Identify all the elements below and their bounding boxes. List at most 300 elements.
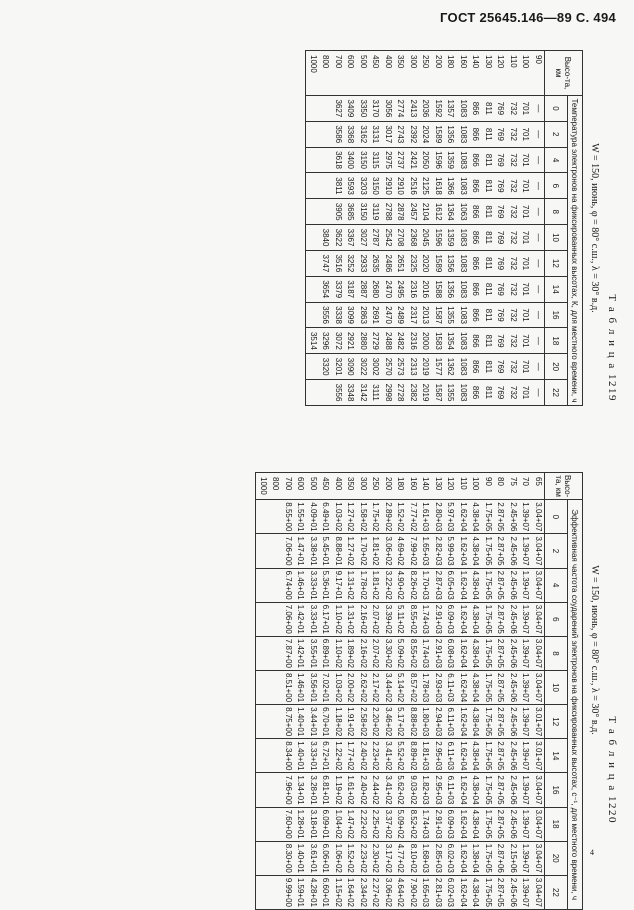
value-cell: 2.87+05 (494, 636, 507, 670)
value-cell (269, 875, 282, 909)
value-cell: 866 (469, 225, 482, 251)
value-cell: 3119 (369, 199, 382, 225)
value-cell: 1.40+01 (294, 739, 307, 773)
value-cell: 1.59+01 (294, 875, 307, 909)
value-cell: 8.55+02 (407, 602, 420, 636)
value-cell: 1.39+07 (519, 705, 532, 739)
value-cell: 3.38+01 (307, 534, 320, 568)
value-cell: 1.64+02 (344, 875, 357, 909)
value-cell: 1577 (432, 354, 445, 380)
value-cell: 1.10+02 (332, 636, 345, 670)
value-cell: 811 (482, 302, 495, 328)
value-cell: 3.33+01 (307, 568, 320, 602)
value-cell: 2.44+02 (369, 773, 382, 807)
height-cell: 350 (394, 51, 407, 96)
value-cell: 2.82+03 (432, 534, 445, 568)
value-cell (269, 705, 282, 739)
value-cell: 2.40+02 (357, 739, 370, 773)
value-cell: 7.02+01 (319, 671, 332, 705)
value-cell (256, 739, 269, 773)
value-cell: 1.75+05 (482, 602, 495, 636)
value-cell (306, 225, 319, 251)
value-cell: 2.87+05 (494, 602, 507, 636)
value-cell: 2573 (394, 354, 407, 380)
value-cell (306, 302, 319, 328)
value-cell: 3.17+02 (382, 841, 395, 875)
table-row (457, 473, 470, 910)
value-cell (319, 173, 332, 199)
height-cell: 800 (269, 473, 282, 500)
value-cell (269, 534, 282, 568)
value-cell: 3.06+02 (382, 875, 395, 909)
value-cell: 2708 (394, 225, 407, 251)
value-cell: 2.87+05 (494, 705, 507, 739)
height-cell: 400 (332, 473, 345, 500)
value-cell: 1.22+02 (332, 739, 345, 773)
value-cell: — (532, 96, 545, 122)
table-row (407, 473, 420, 910)
height-cell: 250 (419, 51, 432, 96)
value-cell: 2016 (419, 276, 432, 302)
value-cell: 6.89+01 (319, 636, 332, 670)
value-cell: 3002 (369, 354, 382, 380)
value-cell (269, 807, 282, 841)
value-cell: 1.62+04 (457, 671, 470, 705)
value-cell: 3.39+02 (382, 602, 395, 636)
height-cell: 700 (282, 473, 295, 500)
value-cell: 3.04+07 (532, 807, 545, 841)
value-cell: 2024 (419, 121, 432, 147)
hour-column-header: 14 (545, 739, 568, 773)
value-cell: 3.06+02 (382, 534, 395, 568)
value-cell: 3.04+07 (532, 568, 545, 602)
value-cell: 1.39+07 (519, 875, 532, 909)
height-cell: 110 (457, 473, 470, 500)
value-cell: 6.05+03 (444, 568, 457, 602)
value-cell: 2.45+06 (507, 568, 520, 602)
table-row (482, 51, 495, 406)
value-cell: 1.62+04 (457, 602, 470, 636)
value-cell: 701 (519, 302, 532, 328)
value-cell: 1.80+03 (419, 705, 432, 739)
value-cell: 5.45+01 (319, 534, 332, 568)
value-cell: 3.55+01 (307, 636, 320, 670)
value-cell: 1083 (457, 225, 470, 251)
value-cell: 1362 (444, 354, 457, 380)
value-cell: 2.62+02 (357, 671, 370, 705)
value-cell: 866 (469, 250, 482, 276)
table-row (357, 51, 370, 406)
value-cell (256, 568, 269, 602)
value-cell: 5.09+02 (394, 636, 407, 670)
value-cell: 1.62+04 (457, 636, 470, 670)
value-cell: 7.06+00 (282, 534, 295, 568)
value-cell: — (532, 354, 545, 380)
value-cell: 866 (469, 276, 482, 302)
value-cell: 3111 (369, 380, 382, 406)
value-cell: 1.62+04 (457, 841, 470, 875)
value-cell (319, 96, 332, 122)
value-cell: 1.38+04 (469, 841, 482, 875)
hour-column-header: 2 (545, 121, 568, 147)
height-cell: 130 (432, 473, 445, 500)
height-column-header: Высо-та, км (545, 473, 583, 500)
value-cell: 1.58+02 (357, 500, 370, 534)
value-cell: 1.39+07 (519, 602, 532, 636)
hour-column-header: 10 (545, 671, 568, 705)
value-cell: 3099 (344, 302, 357, 328)
value-cell: 2.20+02 (369, 705, 382, 739)
value-cell: 1.70+02 (357, 534, 370, 568)
value-cell (269, 773, 282, 807)
value-cell: 2.30+02 (369, 841, 382, 875)
value-cell: 1356 (444, 121, 457, 147)
value-cell: 3514 (306, 328, 319, 354)
height-cell: 250 (369, 473, 382, 500)
value-cell: 1063 (457, 199, 470, 225)
value-cell: 1.52+02 (394, 500, 407, 534)
value-cell: 2878 (394, 199, 407, 225)
value-cell: — (532, 121, 545, 147)
table-number-label: Т а б л и ц а 1219 (606, 294, 618, 402)
value-cell: 6.72+01 (319, 739, 332, 773)
value-cell: 1.04+02 (332, 807, 345, 841)
value-cell: 1.91+02 (344, 705, 357, 739)
hour-column-header: 10 (545, 225, 568, 251)
rotated-table-1220 (0, 462, 634, 907)
hour-column-header: 16 (545, 773, 568, 807)
value-cell: 1.70+03 (419, 568, 432, 602)
value-cell: 3.04+07 (532, 500, 545, 534)
value-cell: 4.28+01 (307, 875, 320, 909)
value-cell: 3320 (319, 354, 332, 380)
value-cell: 3400 (344, 147, 357, 173)
value-cell: 1.75+05 (482, 705, 495, 739)
value-cell: 6.09+01 (319, 807, 332, 841)
value-cell: 6.11+03 (444, 671, 457, 705)
value-cell: 1.19+02 (332, 773, 345, 807)
value-cell (306, 199, 319, 225)
value-cell: 2910 (394, 173, 407, 199)
value-cell (256, 875, 269, 909)
value-cell (256, 500, 269, 534)
value-cell: 2.23+02 (357, 841, 370, 875)
value-cell (256, 773, 269, 807)
value-cell: — (532, 199, 545, 225)
table-row (344, 51, 357, 406)
value-cell: 811 (482, 354, 495, 380)
table-row (319, 51, 332, 406)
value-cell: 1.82+03 (419, 773, 432, 807)
value-cell: 811 (482, 147, 495, 173)
value-cell: 7.90+02 (407, 875, 420, 909)
value-cell: 1.10+02 (332, 602, 345, 636)
value-cell: 2.16+02 (357, 602, 370, 636)
height-cell: 400 (382, 51, 395, 96)
value-cell: 4.38+04 (469, 534, 482, 568)
value-cell: 5.36+01 (319, 568, 332, 602)
value-cell: 3131 (369, 121, 382, 147)
value-cell: 4.38+04 (469, 807, 482, 841)
value-cell: 8.26+02 (407, 568, 420, 602)
value-cell: 2.87+05 (494, 534, 507, 568)
value-cell: 1.40+01 (294, 705, 307, 739)
value-cell: 1.81+03 (419, 739, 432, 773)
value-cell: 2975 (382, 147, 395, 173)
value-cell: 1.62+04 (457, 807, 470, 841)
value-cell: 3187 (344, 276, 357, 302)
value-cell: 3338 (332, 302, 345, 328)
value-cell: 2.87+05 (494, 875, 507, 909)
value-cell: 4.38+04 (469, 568, 482, 602)
table-row (494, 473, 507, 910)
value-cell: 701 (519, 380, 532, 406)
height-cell: 1000 (256, 473, 269, 500)
value-cell: 2495 (394, 276, 407, 302)
value-cell: 769 (494, 328, 507, 354)
value-cell: 3.04+07 (532, 875, 545, 909)
hour-column-header: 22 (545, 380, 568, 406)
value-cell: 3090 (344, 354, 357, 380)
value-cell: 769 (494, 225, 507, 251)
value-cell: 7.87+00 (282, 636, 295, 670)
value-cell: 1083 (457, 173, 470, 199)
value-cell: 701 (519, 173, 532, 199)
value-cell: 2.89+02 (382, 500, 395, 534)
value-cell: 3.37+02 (382, 807, 395, 841)
local-time-span-header: Температура электронов на фиксированных высотах, К, для местного времени, ч (568, 96, 583, 406)
hour-column-header: 12 (545, 705, 568, 739)
value-cell: 1.62+04 (457, 534, 470, 568)
value-cell: 1.77+02 (344, 739, 357, 773)
value-cell: 3.04+07 (532, 841, 545, 875)
value-cell: 2489 (394, 302, 407, 328)
value-cell: 1355 (444, 302, 457, 328)
value-cell: 2728 (394, 380, 407, 406)
value-cell: 2.87+05 (494, 807, 507, 841)
value-cell: 8.51+00 (282, 671, 295, 705)
value-cell: 2000 (419, 328, 432, 354)
value-cell: 4.64+02 (394, 875, 407, 909)
value-cell: 2.87+03 (432, 568, 445, 602)
value-cell: 2.45+06 (507, 500, 520, 534)
value-cell: 769 (494, 302, 507, 328)
value-cell: 1356 (444, 276, 457, 302)
value-cell: 1354 (444, 328, 457, 354)
height-cell: 200 (432, 51, 445, 96)
value-cell: 2.34+02 (357, 875, 370, 909)
value-cell: 2729 (369, 328, 382, 354)
value-cell: 1.39+07 (519, 500, 532, 534)
value-cell: 1.03+02 (332, 671, 345, 705)
value-cell: 2020 (419, 250, 432, 276)
value-cell: 6.09+03 (444, 807, 457, 841)
value-cell: 3150 (357, 147, 370, 173)
value-cell: 3056 (382, 96, 395, 122)
value-cell: 4.69+02 (394, 534, 407, 568)
table-row (319, 473, 332, 910)
height-cell: 90 (482, 473, 495, 500)
value-cell (306, 121, 319, 147)
table-row (507, 51, 520, 406)
hour-column-header: 20 (545, 354, 568, 380)
value-cell: 8.52+02 (407, 807, 420, 841)
value-cell: 1.31+02 (344, 602, 357, 636)
value-cell: 8.88+01 (332, 534, 345, 568)
value-cell: 732 (507, 173, 520, 199)
table-band-1220 (0, 462, 634, 907)
height-cell: 180 (394, 473, 407, 500)
value-cell: 1.39+07 (519, 739, 532, 773)
value-cell: 3170 (369, 96, 382, 122)
value-cell: 811 (482, 173, 495, 199)
table-row (394, 51, 407, 406)
value-cell: 1356 (444, 250, 457, 276)
table-row (532, 51, 545, 406)
value-cell: 1583 (432, 328, 445, 354)
value-cell: 732 (507, 199, 520, 225)
value-cell: 3.01+07 (532, 705, 545, 739)
value-cell: 2.45+06 (507, 875, 520, 909)
value-cell: 1.15+02 (332, 875, 345, 909)
value-cell: 811 (482, 225, 495, 251)
value-cell: 1083 (457, 121, 470, 147)
value-cell: 3072 (332, 328, 345, 354)
value-cell (319, 199, 332, 225)
value-cell: 1.74+03 (419, 807, 432, 841)
value-cell (256, 636, 269, 670)
value-cell (306, 173, 319, 199)
value-cell: 6.49+01 (319, 500, 332, 534)
value-cell: 2486 (382, 250, 395, 276)
value-cell: 3654 (319, 276, 332, 302)
value-cell: 1.42+01 (294, 602, 307, 636)
value-cell: 1357 (444, 96, 457, 122)
value-cell: 2382 (407, 380, 420, 406)
value-cell: 1.74+03 (419, 602, 432, 636)
value-cell: 1.75+05 (482, 534, 495, 568)
value-cell: 1083 (457, 380, 470, 406)
table-number-label: Т а б л и ц а 1220 (606, 716, 618, 824)
value-cell: 3350 (357, 96, 370, 122)
value-cell: 1.06+02 (332, 841, 345, 875)
value-cell: 5.14+02 (394, 671, 407, 705)
value-cell: 2774 (394, 96, 407, 122)
value-cell: 3.04+07 (532, 636, 545, 670)
table-row (307, 473, 320, 910)
value-cell: 2691 (369, 302, 382, 328)
hour-column-header: 6 (545, 602, 568, 636)
value-cell: 1.75+05 (482, 841, 495, 875)
value-cell: 6.74+00 (282, 568, 295, 602)
hour-column-header: 4 (545, 147, 568, 173)
value-cell: 1.78+03 (419, 671, 432, 705)
value-cell: 3.04+07 (532, 671, 545, 705)
height-cell: 120 (494, 51, 507, 96)
value-cell: 2413 (407, 96, 420, 122)
value-cell (256, 534, 269, 568)
value-cell: 1587 (432, 302, 445, 328)
value-cell: 2516 (407, 173, 420, 199)
value-cell: 2013 (419, 302, 432, 328)
hour-column-header: 18 (545, 807, 568, 841)
height-cell: 500 (307, 473, 320, 500)
hour-column-header: 8 (545, 636, 568, 670)
value-cell: 2887 (357, 276, 370, 302)
value-cell: 7.60+00 (282, 807, 295, 841)
value-cell: 2.80+03 (432, 500, 445, 534)
table-row (332, 473, 345, 910)
value-cell: 1.81+02 (369, 534, 382, 568)
value-cell: 2421 (407, 147, 420, 173)
value-cell: 3811 (332, 173, 345, 199)
value-cell: 769 (494, 96, 507, 122)
value-cell: 2.40+02 (357, 773, 370, 807)
value-cell: 701 (519, 276, 532, 302)
value-cell: 7.99+02 (407, 534, 420, 568)
value-cell: 1359 (444, 147, 457, 173)
value-cell (306, 354, 319, 380)
height-cell: 180 (444, 51, 457, 96)
value-cell: 2.27+02 (369, 875, 382, 909)
value-cell: 1.75+05 (482, 807, 495, 841)
value-cell: 2863 (357, 302, 370, 328)
value-cell (319, 380, 332, 406)
value-cell: 8.30+00 (282, 841, 295, 875)
value-cell: 3.22+02 (382, 568, 395, 602)
height-cell: 100 (469, 473, 482, 500)
value-cell: 701 (519, 199, 532, 225)
table-row (382, 51, 395, 406)
value-cell: 3203 (357, 173, 370, 199)
value-cell: 2050 (419, 147, 432, 173)
value-cell: 3.41+02 (382, 739, 395, 773)
value-cell: 769 (494, 173, 507, 199)
value-cell: 3027 (357, 225, 370, 251)
height-cell: 350 (344, 473, 357, 500)
value-cell: 8.34+00 (282, 739, 295, 773)
page-mark: 4 (590, 848, 594, 857)
table-band-1219 (0, 40, 634, 420)
value-cell: 866 (469, 328, 482, 354)
value-cell: 3.46+02 (382, 705, 395, 739)
page-header: ГОСТ 25645.146—89 С. 494 (440, 10, 616, 25)
value-cell: 1.47+02 (344, 807, 357, 841)
table-row (432, 51, 445, 406)
value-cell: 1.68+03 (419, 841, 432, 875)
table-row (407, 51, 420, 406)
value-cell: 2.45+06 (507, 602, 520, 636)
value-cell: 1.62+04 (457, 739, 470, 773)
value-cell: 3586 (332, 121, 345, 147)
value-cell: 4.38+04 (469, 671, 482, 705)
value-cell: 3.18+01 (307, 807, 320, 841)
value-cell: 2.87+05 (494, 739, 507, 773)
value-cell: 701 (519, 354, 532, 380)
value-cell: 3017 (382, 121, 395, 147)
value-cell: 3.33+01 (307, 739, 320, 773)
value-cell: 9.03+02 (407, 773, 420, 807)
value-cell: 3409 (344, 96, 357, 122)
value-cell: 2921 (344, 328, 357, 354)
value-cell: — (532, 250, 545, 276)
height-cell: 75 (507, 473, 520, 500)
value-cell: 2.85+03 (432, 841, 445, 875)
value-cell: 5.17+02 (394, 705, 407, 739)
height-cell: 120 (444, 473, 457, 500)
table-row (494, 51, 507, 406)
value-cell: 1364 (444, 199, 457, 225)
